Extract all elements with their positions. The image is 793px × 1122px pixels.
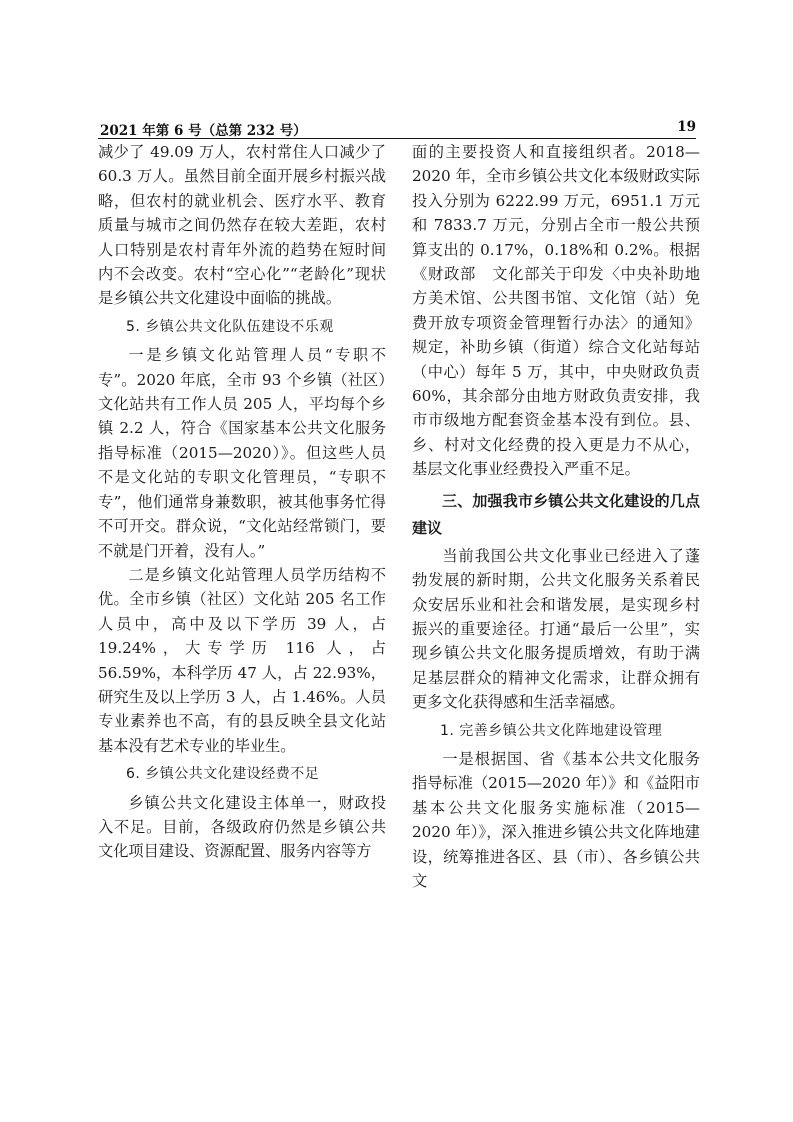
section-heading-3: 三、加强我市乡镇公共文化建设的几点建议 (412, 491, 700, 537)
paragraph: 减少了 49.09 万人，农村常住人口减少了 60.3 万人。虽然目前全面开展乡村振兴战略，但农村的就业机会、医疗水平、教育质量与城市之间仍然存在较大差距，农村人口特别是农村青年外流的趋势在短时间内不会改变。农村“空心化”“老龄化”现状是乡镇公共文化建设中面临的挑战。 (98, 143, 386, 308)
paragraph: 二是乡镇文化站管理人员学历结构不优。全市乡镇（社区）文化站 205 名工作人员中，高中及以下学历 39 人，占 19.24%，大专学历 116 人，占 56.59%，本科学历 47 人，占 22.93%，研究生及以上学历 3 人，占 1.46%。人员专业素养也不高，有的县反映全县文化站基本没有艺术专业的毕业生。 (98, 565, 386, 755)
left-column (98, 140, 386, 864)
subsection-heading-5: 5. 乡镇公共文化队伍建设不乐观 (126, 318, 334, 335)
right-column (412, 140, 700, 893)
paragraph: 一是乡镇文化站管理人员“专职不专”。2020 年底，全市 93 个乡镇（社区）文化站共有工作人员 205 人，平均每个乡镇 2.2 人，符合《国家基本公共文化服务指导标准（2015—2020）》。但这些人员不是文化站的专职文化管理员，“专职不专”，他们通常身兼数职，被其他事务忙得不可开交。群众说，“文化站经常锁门，要不就是门开着，没有人。” (98, 346, 386, 560)
paragraph: 乡镇公共文化建设主体单一，财政投入不足。目前，各级政府仍然是乡镇公共文化项目建设、资源配置、服务内容等方 (98, 793, 386, 861)
subsection-heading-6: 6. 乡镇公共文化建设经费不足 (126, 766, 320, 783)
running-header (98, 118, 696, 139)
page-number: 19 (677, 119, 696, 135)
paragraph: 一是根据国、省《基本公共文化服务指导标准（2015—2020 年）》和《益阳市基本公共文化服务实施标准（2015—2020 年）》，深入推进乡镇公共文化阵地建设，统筹推进各区、县（市）、各乡镇公共文 (412, 749, 700, 890)
subsection-heading-1: 1. 完善乡镇公共文化阵地建设管理 (440, 722, 663, 739)
journal-issue: 2021 年第 6 号（总第 232 号） (100, 123, 307, 139)
paragraph: 当前我国公共文化事业已经进入了蓬勃发展的新时期，公共文化服务关系着民众安居乐业和社会和谐发展，是实现乡村振兴的重要途径。打通“最后一公里”，实现乡镇公共文化服务提质增效，有助于满足基层群众的精神文化需求，让群众拥有更多文化获得感和生活幸福感。 (412, 546, 700, 712)
paragraph: 面的主要投资人和直接组织者。2018—2020 年，全市乡镇公共文化本级财政实际投入分别为 6222.99 万元，6951.1 万元和 7833.7 万元，分别占全市一般公共预算支出的 0.17%，0.18%和 0.2%。根据《财政部 文化部关于印发〈中央补助地方美术馆、公共图书馆、文化馆（站）免费开放专项资金管理暂行办法〉的通知》规定，补助乡镇（街道）综合文化站每站（中心）每年 5 万，其中，中央财政负责 60%，其余部分由地方财政负责安排，我市市级地方配套资金基本没有到位。县、乡、村对文化经费的投入更是力不从心，基层文化事业经费投入严重不足。 (412, 143, 700, 479)
